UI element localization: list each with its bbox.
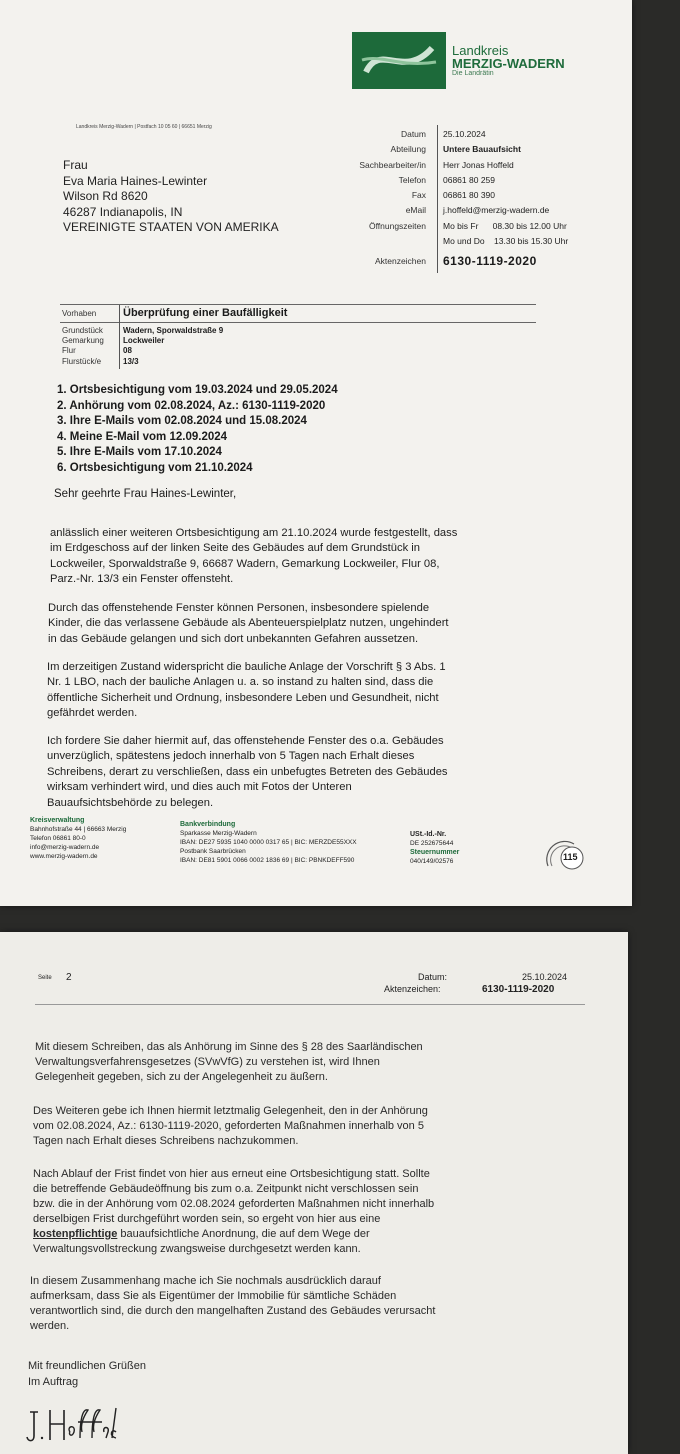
flur-value: 08 [123, 346, 132, 355]
body-paragraph-2: Durch das offenstehende Fenster können Personen, insbesondere spielende Kinder, die das verlassene Gebäude als Abenteuerspielplatz nutzen, ungehindert in das Gebäude gelangen und sich dort unbekannten Gefahren aussetzen. [48, 602, 449, 645]
p2-paragraph-2: Des Weiteren gebe ich Ihnen hiermit letztmalig Gelegenheit, den in der Anhörung vom 02.08.2024, Az.: 6130-1119-2020, geforderten Maßnahmen innerhalb von 5 Tagen nach Erhalt dieses Schreibens nachzukommen. [33, 1105, 428, 1147]
reference-item: 3. Ihre E-Mails vom 02.08.2024 und 15.08.2024 [57, 415, 307, 428]
p2-ak-value: 6130-1119-2020 [482, 984, 555, 995]
p2-paragraph-4: In diesem Zusammenhang mache ich Sie nochmals ausdrücklich darauf aufmerksam, dass Sie als Eigentümer der Immobilie für sämtliche Schäden verantwortlich sind, die durch den mangelhaften Zustand des Gebäudes verursacht werden. [30, 1275, 436, 1332]
project-rule-mid [60, 322, 536, 323]
p2-header-rule [35, 1004, 585, 1005]
landkreis-logo-icon [352, 32, 446, 89]
footer-kreisverwaltung: Kreisverwaltung Bahnhofstraße 44 | 66663 Merzig Telefon 06861 80-0 info@merzig-wadern.de www.merzig-wadern.de [30, 817, 127, 860]
reference-item: 6. Ortsbesichtigung vom 21.10.2024 [57, 461, 253, 474]
info-values: 25.10.2024 Untere Bauaufsicht Herr Jonas Hoffeld 06861 80 259 06861 80 390 j.hoffeld@merzig-wadern.de Mo bis Fr 08.30 bis 12.00 Uhr Mo und Do 13.30 bis 15.30 Uhr [443, 129, 569, 247]
closing: Mit freundlichen Grüßen Im Auftrag [28, 1360, 146, 1388]
grundstueck-label: Grundstück [62, 326, 103, 335]
gemarkung-label: Gemarkung [62, 336, 104, 345]
p2-ak-label: Aktenzeichen: [384, 984, 441, 994]
p2-paragraph-3: Nach Ablauf der Frist findet von hier aus erneut eine Ortsbesichtigung statt. Sollte die betreffende Gebäudeöffnung bis zum o.a. Zeitpunkt nicht verschlossen sein bzw. die in der Anhörung vom 02.08.2024 geforderten Maßnahmen nicht innerhalb derselbigen Frist durchgeführt worden sein, so ergeht von hier aus eine kostenpflichtige bauaufsichtliche Anordnung, die auf dem Wege der Verwaltungsvollstreckung zwangsweise durchgesetzt werden kann. [33, 1168, 435, 1255]
aktenzeichen-label: Aktenzeichen [374, 256, 426, 266]
seite-number: 2 [66, 972, 72, 983]
salutation: Sehr geehrte Frau Haines-Lewinter, [54, 488, 237, 500]
recipient-address: Frau Eva Maria Haines-Lewinter Wilson Rd 8620 46287 Indianapolis, IN VEREINIGTE STAATEN VON AMERIKA [63, 158, 279, 234]
p2-paragraph-1: Mit diesem Schreiben, das als Anhörung im Sinne des § 28 des Saarländischen Verwaltungsverfahrensgesetzes (SVwVfG) zu verstehen ist, wird Ihnen Gelegenheit gegeben, sich zu der Angelegenheit zu äußern. [35, 1041, 423, 1083]
footer-bankverbindung: Bankverbindung Sparkasse Merzig-Wadern IBAN: DE27 5935 1040 0000 0317 65 | BIC: MERZDE55XXX Postbank Saarbrücken IBAN: DE81 5901 0066 0002 1836 69 | BIC: PBNKDEFF590 [180, 821, 357, 864]
vorhaben-label: Vorhaben [62, 309, 97, 318]
vorhaben-value: Überprüfung einer Baufälligkeit [123, 307, 288, 319]
kostenpflichtige-word: kostenpflichtige [33, 1228, 118, 1240]
sender-return-line: Landkreis Merzig-Wadern | Postfach 10 05 60 | 66651 Merzig [76, 124, 212, 130]
reference-item: 2. Anhörung vom 02.08.2024, Az.: 6130-1119-2020 [57, 399, 326, 412]
project-rule-top [60, 304, 536, 305]
flurstueck-label: Flurstück/e [62, 357, 102, 366]
footer-tax: USt.-Id.-Nr. DE 252675644 Steuernummer 040/149/02576 [410, 831, 460, 865]
behoerdennummer-115-icon: 115 [544, 838, 588, 872]
body-paragraph-3: Im derzeitigen Zustand widerspricht die bauliche Anlage der Vorschrift § 3 Abs. 1 Nr. 1 LBO, nach der bauliche Anlagen u. a. so instand zu halten sind, dass die öffentliche Sicherheit und Ordnung, insbesondere Leben und Gesundheit, nicht gefährdet werden. [47, 661, 446, 720]
project-divider [119, 305, 120, 369]
info-divider [437, 125, 438, 273]
p2-datum-label: Datum: [418, 972, 448, 982]
body-paragraph-1: anlässlich einer weiteren Ortsbesichtigung am 21.10.2024 wurde festgestellt, dass im Erdgeschoss auf der linken Seite des Gebäudes auf dem Grundstück in Lockweiler, Sporwaldstraße 9, 66687 Wadern, Gemarkung Lockweiler, Flur 08, Parz.-Nr. 13/3 ein Fenster offensteht. [50, 527, 458, 586]
reference-item: 4. Meine E-Mail vom 12.09.2024 [57, 430, 228, 443]
info-labels: Datum Abteilung Sachbearbeiter/in Telefon Fax eMail Öffnungszeiten [359, 129, 426, 231]
body-paragraph-4: Ich fordere Sie daher hiermit auf, das offenstehende Fenster des o.a. Gebäudes unverzüglich, spätestens jedoch innerhalb von 5 Tagen nach Erhalt dieses Schreibens, derart zu verschließen, dass ein unbefugtes Betreten des Gebäudes wirksam verhindert wird, und dies auch mit Fotos der Unteren Bauaufsichtsbehörde zu belegen. [47, 735, 448, 809]
gemarkung-value: Lockweiler [123, 336, 165, 345]
reference-item: 1. Ortsbesichtigung vom 19.03.2024 und 29.05.2024 [57, 384, 338, 396]
seite-label: Seite [38, 975, 52, 981]
flur-label: Flur [62, 346, 76, 355]
reference-item: 5. Ihre E-Mails vom 17.10.2024 [57, 446, 222, 459]
logo-title: Landkreis MERZIG-WADERN [452, 43, 565, 71]
logo-subtitle: Die Landrätin [452, 70, 494, 77]
grundstueck-value: Wadern, Sporwaldstraße 9 [123, 326, 224, 335]
flurstueck-value: 13/3 [123, 357, 139, 366]
aktenzeichen-value: 6130-1119-2020 [443, 254, 537, 268]
p2-datum-value: 25.10.2024 [522, 972, 568, 982]
signature-icon [24, 1402, 124, 1448]
reference-list [57, 383, 338, 477]
